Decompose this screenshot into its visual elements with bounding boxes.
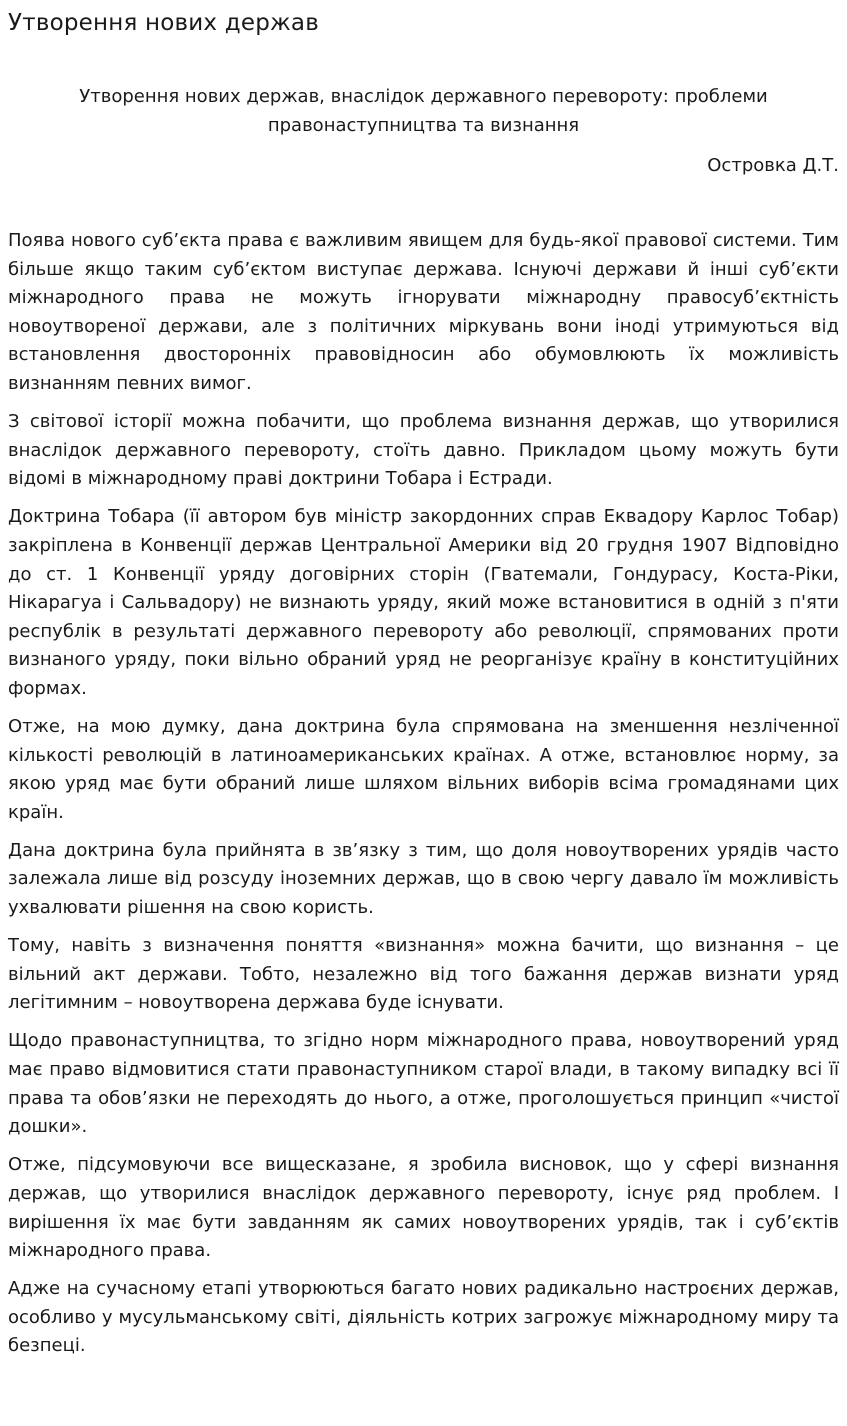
article-body bbox=[8, 227, 839, 1361]
article-subtitle: Утворення нових держав, внаслідок державного перевороту: проблеми правонаступництва та визнання bbox=[79, 86, 768, 136]
paragraph: Дана доктрина була прийнята в зв’язку з тим, що доля новоутворених урядів часто залежала лише від розсуду іноземних держав, що в свою чергу давало їм можливість ухвалювати рішення на свою користь. bbox=[8, 839, 839, 919]
document-page bbox=[8, 0, 839, 1370]
paragraph: Адже на сучасному етапі утворюються багато нових радикально настроєних держав, особливо у мусульманському світі, діяльність котрих загрожує міжнародному миру та безпеці. bbox=[8, 1278, 839, 1357]
page-title: Утворення нових держав bbox=[8, 10, 319, 36]
paragraph: Доктрина Тобара (її автором був міністр закордонних справ Еквадору Карлос Тобар) закріплена в Конвенції держав Центральної Америки від 20 грудня 1907 Відповідно до ст. 1 Конвенції уряду договірних сторін (Гватемали, Гондурасу, Коста-Ріки, Нікарагуа і Сальвадору) не визнають уряду, який може встановитися в одній з п'яти республік в результаті державного перевороту або революції, спрямованих проти визнаного уряду, поки вільно обраний уряд не реорганізує країну в конституційних формах. bbox=[8, 506, 839, 699]
paragraph: Поява нового суб’єкта права є важливим явищем для будь-якої правової системи. Тим більше якщо таким суб’єктом виступає держава. Існуючі держави й інші суб’єкти міжнародного права не можуть ігнорувати міжнародну правосуб’єктність новоутвореної держави, але з політичних міркувань вони іноді утримуються від встановлення двосторонніх правовідносин або обумовлюють їх можливість визнанням певних вимог. bbox=[8, 230, 839, 394]
author-name: Островка Д.Т. bbox=[707, 155, 839, 176]
paragraph: Отже, підсумовуючи все вищесказане, я зробила висновок, що у сфері визнання держав, що утворилися внаслідок державного перевороту, існує ряд проблем. І вирішення їх має бути завданням як самих новоутворених урядів, так і суб’єктів міжнародного права. bbox=[8, 1154, 839, 1262]
paragraph: З світової історії можна побачити, що проблема визнання держав, що утворилися внаслідок державного перевороту, стоїть давно. Прикладом цьому можуть бути відомі в міжнародному праві доктрини Тобара і Естради. bbox=[8, 411, 839, 490]
paragraph: Отже, на мою думку, дана доктрина була спрямована на зменшення незліченної кількості революцій в латиноамериканських країнах. А отже, встановлює норму, за якою уряд має бути обраний лише шляхом вільних виборів всіма громадянами цих країн. bbox=[8, 716, 839, 823]
paragraph: Щодо правонаступництва, то згідно норм міжнародного права, новоутворений уряд має право відмовитися стати правонаступником старої влади, в такому випадку всі її права та обов’язки не переходять до нього, а отже, проголошується принцип «чистої дошки». bbox=[8, 1030, 839, 1138]
paragraph: Тому, навіть з визначення поняття «визнання» можна бачити, що визнання – це вільний акт держави. Тобто, незалежно від того бажання держав визнати уряд легітимним – новоутворена держава буде існувати. bbox=[8, 935, 839, 1014]
